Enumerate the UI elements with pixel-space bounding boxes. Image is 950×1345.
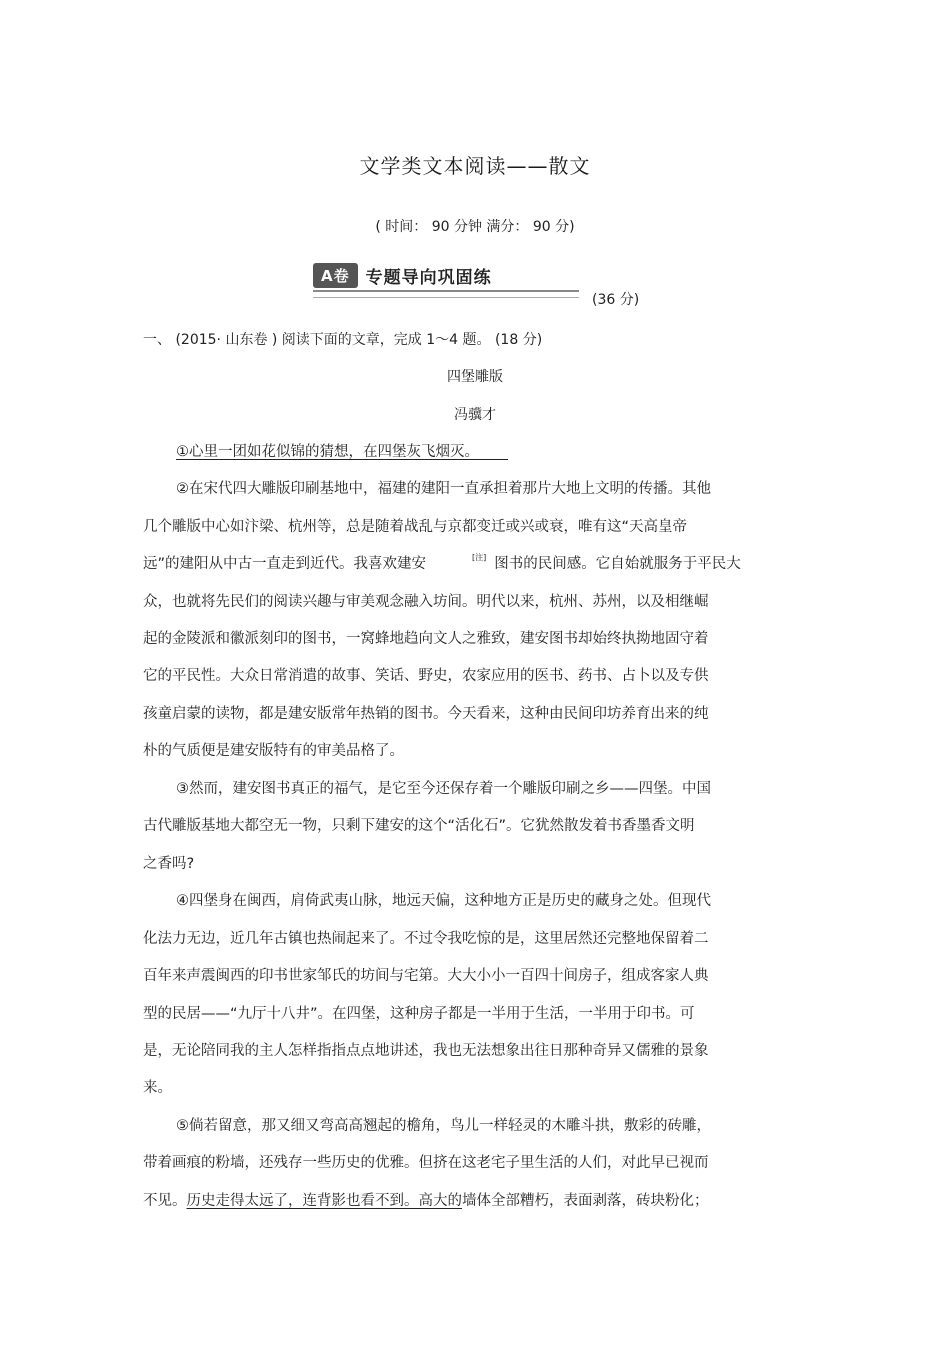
paragraph-1 — [176, 442, 508, 462]
section-score: (36 分) — [592, 292, 640, 308]
paragraph-2-line-8: 朴的气质便是建安版特有的审美品格了。 — [143, 743, 404, 759]
banner-divider — [313, 290, 579, 298]
underlined-sentence: ①心里一团如花似锦的猜想，在四堡灰飞烟灭。 — [176, 444, 479, 460]
paragraph-2-line-5: 起的金陵派和徽派刻印的图书，一窝蜂地趋向文人之雅致，建安图书却始终执拗地固守着 — [143, 631, 709, 647]
paragraph-2-line-1: ②在宋代四大雕版印刷基地中，福建的建阳一直承担着那片大地上文明的传播。其他 — [176, 481, 711, 497]
section-banner — [313, 261, 492, 289]
essay-title: 四堡雕版 — [447, 369, 503, 385]
paragraph-3-line-1: ③然而，建安图书真正的福气，是它至今还保存着一个雕版印刷之乡——四堡。中国 — [176, 781, 711, 797]
paragraph-2-line-6: 它的平民性。大众日常消遣的故事、笑话、野史，农家应用的医书、药书、占卜以及专供 — [143, 668, 709, 684]
paragraph-2-line-7: 孩童启蒙的读物，都是建安版常年热销的图书。今天看来，这种由民间印坊养育出来的纯 — [143, 706, 709, 722]
section-badge: A卷 — [313, 263, 358, 288]
underlined-sentence: 历史走得太远了，连背影也看不到。 — [186, 1193, 419, 1209]
question-instruction: 一、 (2015· 山东卷 ) 阅读下面的文章，完成 1～4 题。 (18 分) — [143, 332, 543, 348]
footnote-marker: [注] — [472, 553, 487, 562]
paragraph-2-line-2: 几个雕版中心如汴梁、杭州等，总是随着战乱与京都变迁或兴或衰，唯有这“天高皇帝 — [143, 519, 688, 535]
underline-tail — [479, 444, 508, 460]
section-title: 专题导向巩固练 — [365, 267, 492, 288]
paragraph-3-line-2: 古代雕版基地大都空无一物，只剩下建安的这个“活化石”。它犹然散发着书香墨香文明 — [143, 818, 695, 834]
paragraph-2-line-4: 众，也就将先民们的阅读兴趣与审美观念融入坊间。明代以来，杭州、苏州，以及相继崛 — [143, 594, 709, 610]
paragraph-4-line-3: 百年来声震闽西的印书世家邹氏的坊间与宅第。大大小小一百四十间房子，组成客家人典 — [143, 968, 709, 984]
paragraph-4-line-5: 是，无论陪同我的主人怎样指指点点地讲述，我也无法想象出往日那种奇异又儒雅的景象 — [143, 1043, 709, 1059]
underlined-phrase: 高大的 — [418, 1193, 462, 1209]
essay-author: 冯骥才 — [454, 407, 496, 423]
paragraph-5-line-2: 带着画痕的粉墙，还残存一些历史的优雅。但挤在这老宅子里生活的人们，对此早已视而 — [143, 1155, 709, 1171]
paragraph-4-line-6: 来。 — [143, 1080, 172, 1096]
line-text-continued: 墙体全部糟朽，表面剥落，砖块粉化； — [462, 1193, 709, 1209]
line-text: 远”的建阳从中古一直走到近代。我喜欢建安 — [143, 556, 427, 572]
paragraph-5-line-1: ⑤倘若留意，那又细又弯高高翘起的檐角，鸟儿一样轻灵的木雕斗拱，敷彩的砖雕， — [176, 1118, 711, 1134]
exam-time-info: ( 时间： 90 分钟 满分： 90 分) — [375, 219, 575, 235]
paragraph-2-line-3 — [143, 554, 741, 576]
page-title: 文学类文本阅读——散文 — [359, 154, 591, 178]
paragraph-4-line-2: 化法力无边，近几年古镇也热闹起来了。不过令我吃惊的是，这里居然还完整地保留着二 — [143, 931, 709, 947]
line-text-continued: 图书的民间感。它自始就服务于平民大 — [494, 556, 741, 572]
paragraph-3-line-3: 之香吗? — [143, 856, 195, 872]
paragraph-4-line-4: 型的民居——“九厅十八井”。在四堡，这种房子都是一半用于生活，一半用于印书。可 — [143, 1006, 695, 1022]
paragraph-4-line-1: ④四堡身在闽西，肩倚武夷山脉，地远天偏，这种地方正是历史的藏身之处。但现代 — [176, 893, 711, 909]
paragraph-5-line-3 — [143, 1191, 709, 1211]
line-text: 不见。 — [143, 1193, 187, 1209]
